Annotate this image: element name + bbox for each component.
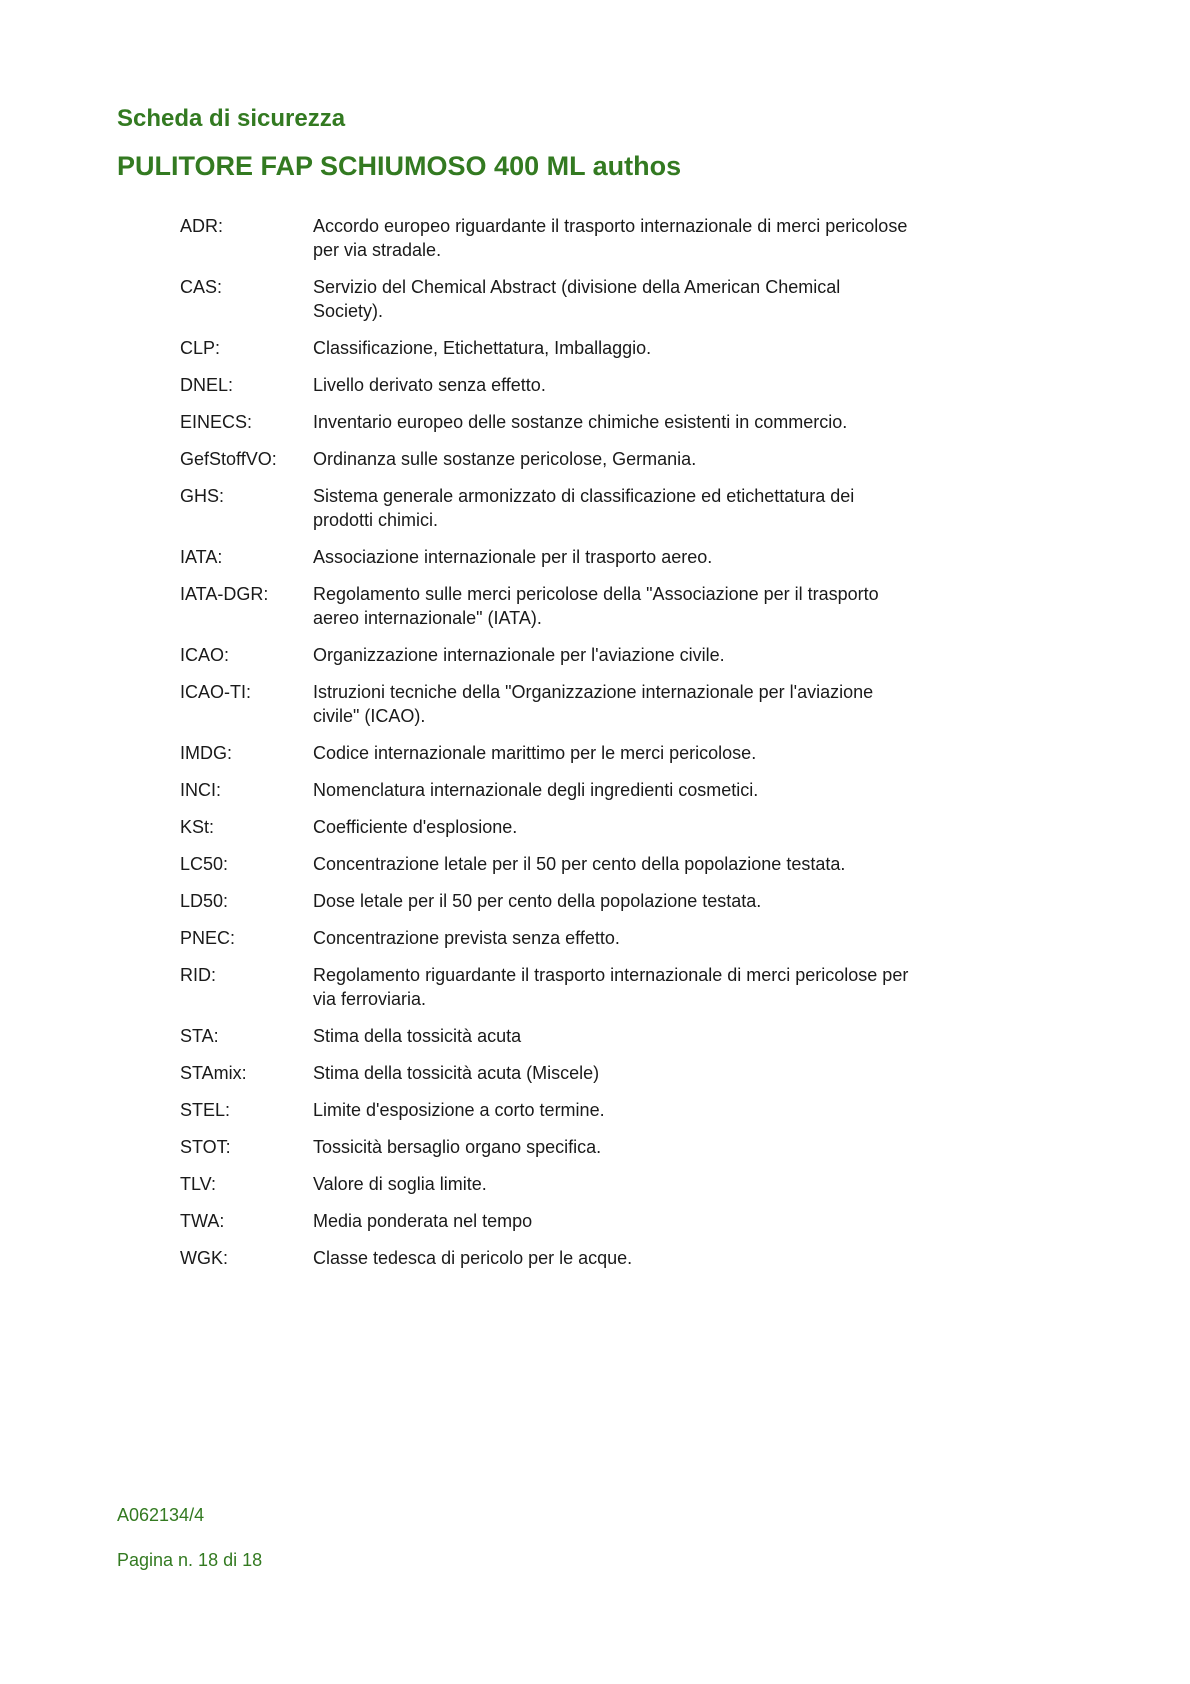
- glossary-definition: Valore di soglia limite.: [313, 1174, 487, 1194]
- glossary-term: LC50:: [180, 854, 229, 874]
- glossary-term: RID:: [180, 965, 216, 985]
- glossary-term: STOT:: [180, 1137, 231, 1157]
- glossary-definition: Concentrazione prevista senza effetto.: [313, 928, 620, 948]
- glossary-definition: Servizio del Chemical Abstract (divisione della American Chemical Society).: [313, 277, 841, 321]
- glossary-definition: Istruzioni tecniche della "Organizzazione internazionale per l'aviazione civile" (ICAO).: [313, 682, 874, 726]
- glossary-row: [180, 778, 960, 802]
- glossary-row: [180, 373, 960, 397]
- glossary-term: DNEL:: [180, 375, 234, 395]
- glossary-row: [180, 680, 960, 728]
- glossary-term: STAmix:: [180, 1063, 247, 1083]
- glossary-row: [180, 214, 960, 262]
- glossary-row: [180, 1061, 960, 1085]
- glossary-row: [180, 815, 960, 839]
- glossary-term: INCI:: [180, 780, 222, 800]
- glossary-row: [180, 1172, 960, 1196]
- document-header: [117, 106, 681, 182]
- glossary-definition: Limite d'esposizione a corto termine.: [313, 1100, 605, 1120]
- glossary-row: [180, 1024, 960, 1048]
- glossary-definition: Coefficiente d'esplosione.: [313, 817, 518, 837]
- document-title: Scheda di sicurezza: [117, 105, 346, 132]
- glossary-term: IATA-DGR:: [180, 584, 269, 604]
- glossary-term: STEL:: [180, 1100, 231, 1120]
- glossary-row: [180, 1246, 960, 1270]
- glossary-row: [180, 484, 960, 532]
- glossary-row: [180, 545, 960, 569]
- glossary-definition: Nomenclatura internazionale degli ingredienti cosmetici.: [313, 780, 759, 800]
- glossary-row: [180, 926, 960, 950]
- glossary-definition: Codice internazionale marittimo per le merci pericolose.: [313, 743, 757, 763]
- document-code: A062134/4: [117, 1505, 205, 1525]
- glossary-term: GefStoffVO:: [180, 449, 277, 469]
- glossary-term: CLP:: [180, 338, 221, 358]
- glossary-row: [180, 1135, 960, 1159]
- glossary-term: GHS:: [180, 486, 225, 506]
- glossary-row: [180, 852, 960, 876]
- glossary-row: [180, 275, 960, 323]
- document-footer: [117, 1503, 262, 1572]
- glossary-definition: Sistema generale armonizzato di classificazione ed etichettatura dei prodotti chimici.: [313, 486, 855, 530]
- glossary-term: WGK:: [180, 1248, 228, 1268]
- abbreviations-glossary: [180, 214, 960, 1283]
- glossary-definition: Accordo europeo riguardante il trasporto internazionale di merci pericolose per via stradale.: [313, 216, 908, 260]
- glossary-term: KSt:: [180, 817, 215, 837]
- glossary-row: [180, 1098, 960, 1122]
- page-number: Pagina n. 18 di 18: [117, 1550, 263, 1570]
- glossary-term: ADR:: [180, 216, 224, 236]
- glossary-term: LD50:: [180, 891, 229, 911]
- glossary-row: [180, 447, 960, 471]
- glossary-row: [180, 963, 960, 1011]
- glossary-definition: Ordinanza sulle sostanze pericolose, Germania.: [313, 449, 697, 469]
- glossary-row: [180, 889, 960, 913]
- glossary-term: IATA:: [180, 547, 223, 567]
- glossary-definition: Stima della tossicità acuta: [313, 1026, 522, 1046]
- glossary-row: [180, 643, 960, 667]
- glossary-definition: Classe tedesca di pericolo per le acque.: [313, 1248, 633, 1268]
- glossary-term: ICAO:: [180, 645, 230, 665]
- glossary-row: [180, 582, 960, 630]
- glossary-term: CAS:: [180, 277, 223, 297]
- glossary-definition: Associazione internazionale per il trasporto aereo.: [313, 547, 713, 567]
- glossary-definition: Tossicità bersaglio organo specifica.: [313, 1137, 602, 1157]
- glossary-definition: Concentrazione letale per il 50 per cento della popolazione testata.: [313, 854, 846, 874]
- glossary-term: EINECS:: [180, 412, 253, 432]
- glossary-row: [180, 336, 960, 360]
- glossary-definition: Regolamento sulle merci pericolose della "Associazione per il trasporto aereo internazionale" (IATA).: [313, 584, 879, 628]
- glossary-definition: Livello derivato senza effetto.: [313, 375, 546, 395]
- glossary-definition: Classificazione, Etichettatura, Imballaggio.: [313, 338, 652, 358]
- glossary-row: [180, 410, 960, 434]
- glossary-definition: Dose letale per il 50 per cento della popolazione testata.: [313, 891, 762, 911]
- glossary-term: STA:: [180, 1026, 219, 1046]
- glossary-definition: Inventario europeo delle sostanze chimiche esistenti in commercio.: [313, 412, 848, 432]
- glossary-definition: Media ponderata nel tempo: [313, 1211, 533, 1231]
- glossary-definition: Regolamento riguardante il trasporto internazionale di merci pericolose per via ferroviaria.: [313, 965, 909, 1009]
- glossary-row: [180, 741, 960, 765]
- glossary-definition: Stima della tossicità acuta (Miscele): [313, 1063, 600, 1083]
- glossary-term: TWA:: [180, 1211, 225, 1231]
- glossary-term: TLV:: [180, 1174, 217, 1194]
- glossary-term: PNEC:: [180, 928, 236, 948]
- glossary-term: IMDG:: [180, 743, 232, 763]
- glossary-row: [180, 1209, 960, 1233]
- glossary-definition: Organizzazione internazionale per l'aviazione civile.: [313, 645, 725, 665]
- glossary-term: ICAO-TI:: [180, 682, 251, 702]
- product-name-heading: PULITORE FAP SCHIUMOSO 400 ML authos: [117, 151, 682, 182]
